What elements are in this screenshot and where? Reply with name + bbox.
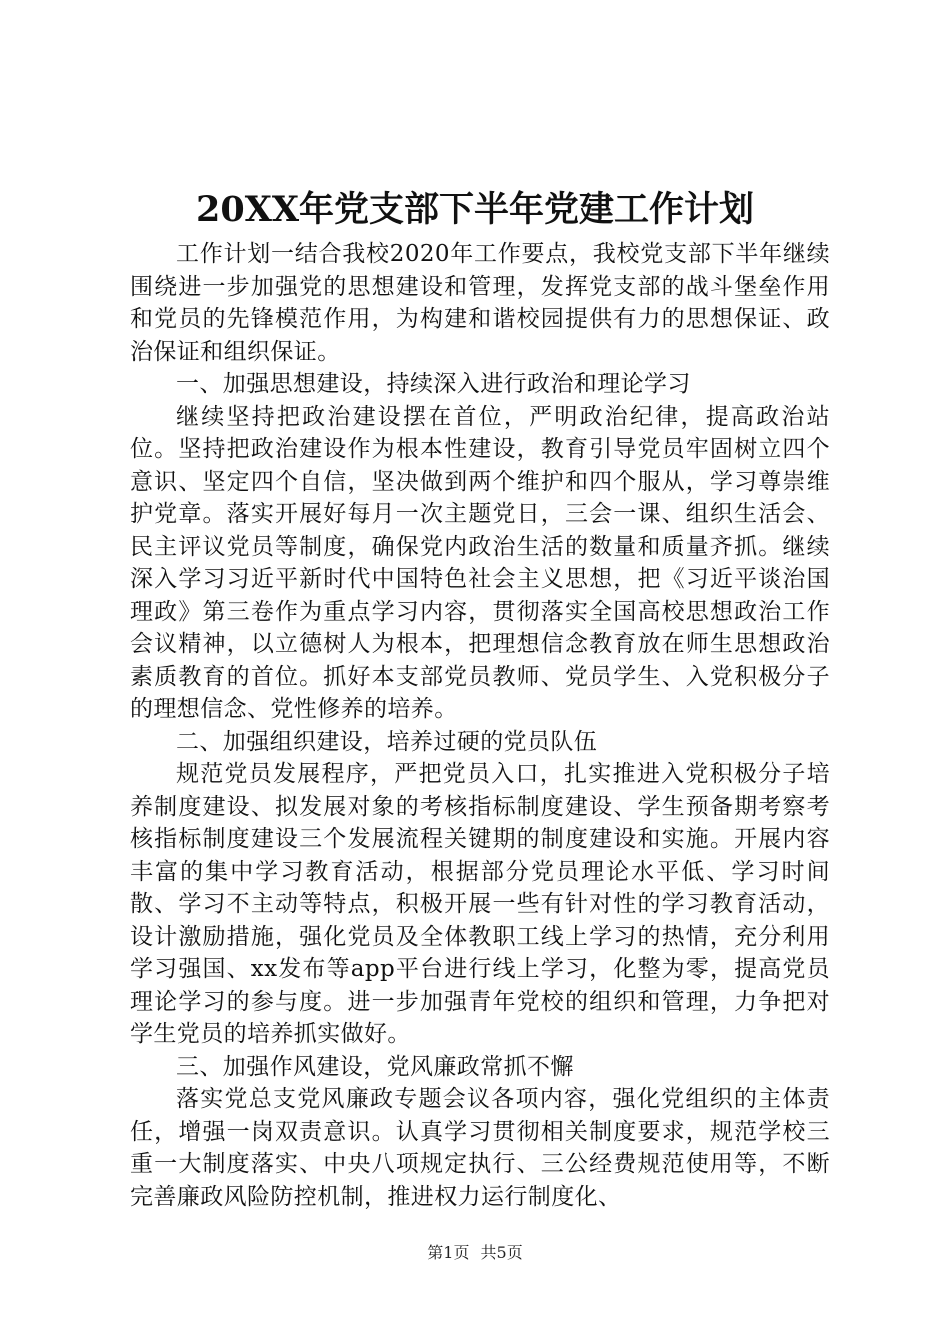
section-heading-1: 一、加强思想建设，持续深入进行政治和理论学习 <box>176 371 691 397</box>
section-heading-3: 三、加强作风建设，党风廉政常抓不懈 <box>176 1053 574 1080</box>
page-footer <box>0 1241 950 1265</box>
section-1-paragraph: 继续坚持把政治建设摆在首位，严明政治纪律，提高政治站位。坚持把政治建设作为根本性建设，教育引导党员牢固树立四个意识、坚定四个自信，坚决做到两个维护和四个服从，学习尊崇维护党章。落实开展好每月一次主题党日，三会一课、组织生活会、民主评议党员等制度，确保党内政治生活的数量和质量齐抓。继续深入学习习近平新时代中国特色社会主义思想，把《习近平谈治国理政》第三卷作为重点学习内容，贯彻落实全国高校思想政治工作会议精神，以立德树人为根本，把理想信念教育放在师生思想政治素质教育的首位。抓好本支部党员教师、党员学生、入党积极分子的理想信念、党性修养的培养。 <box>130 403 830 722</box>
page-number: 第1页 <box>427 1243 470 1262</box>
section-3-paragraph: 落实党总支党风廉政专题会议各项内容，强化党组织的主体责任，增强一岗双责意识。认真学习贯彻相关制度要求，规范学校三重一大制度落实、中央八项规定执行、三公经费规范使用等，不断完善廉政风险防控机制，推进权力运行制度化、 <box>130 1086 830 1210</box>
page-total: 共5页 <box>480 1243 523 1262</box>
intro-paragraph: 工作计划一结合我校2020年工作要点，我校党支部下半年继续围绕进一步加强党的思想建设和管理，发挥党支部的战斗堡垒作用和党员的先锋模范作用，为构建和谐校园提供有力的思想保证、政治保证和组织保证。 <box>130 241 830 365</box>
document-body <box>130 238 830 1213</box>
section-heading-2: 二、加强组织建设，培养过硬的党员队伍 <box>176 728 598 755</box>
document-title: 20XX年党支部下半年党建工作计划 <box>195 189 755 230</box>
section-2-paragraph: 规范党员发展程序，严把党员入口，扎实推进入党积极分子培养制度建设、拟发展对象的考核指标制度建设、学生预备期考察考核指标制度建设三个发展流程关键期的制度建设和实施。开展内容丰富的集中学习教育活动，根据部分党员理论水平低、学习时间散、学习不主动等特点，积极开展一些有针对性的学习教育活动，设计激励措施，强化党员及全体教职工线上学习的热情，充分利用学习强国、xx发布等app平台进行线上学习，化整为零，提高党员理论学习的参与度。进一步加强青年党校的组织和管理，力争把对学生党员的培养抓实做好。 <box>130 761 830 1047</box>
